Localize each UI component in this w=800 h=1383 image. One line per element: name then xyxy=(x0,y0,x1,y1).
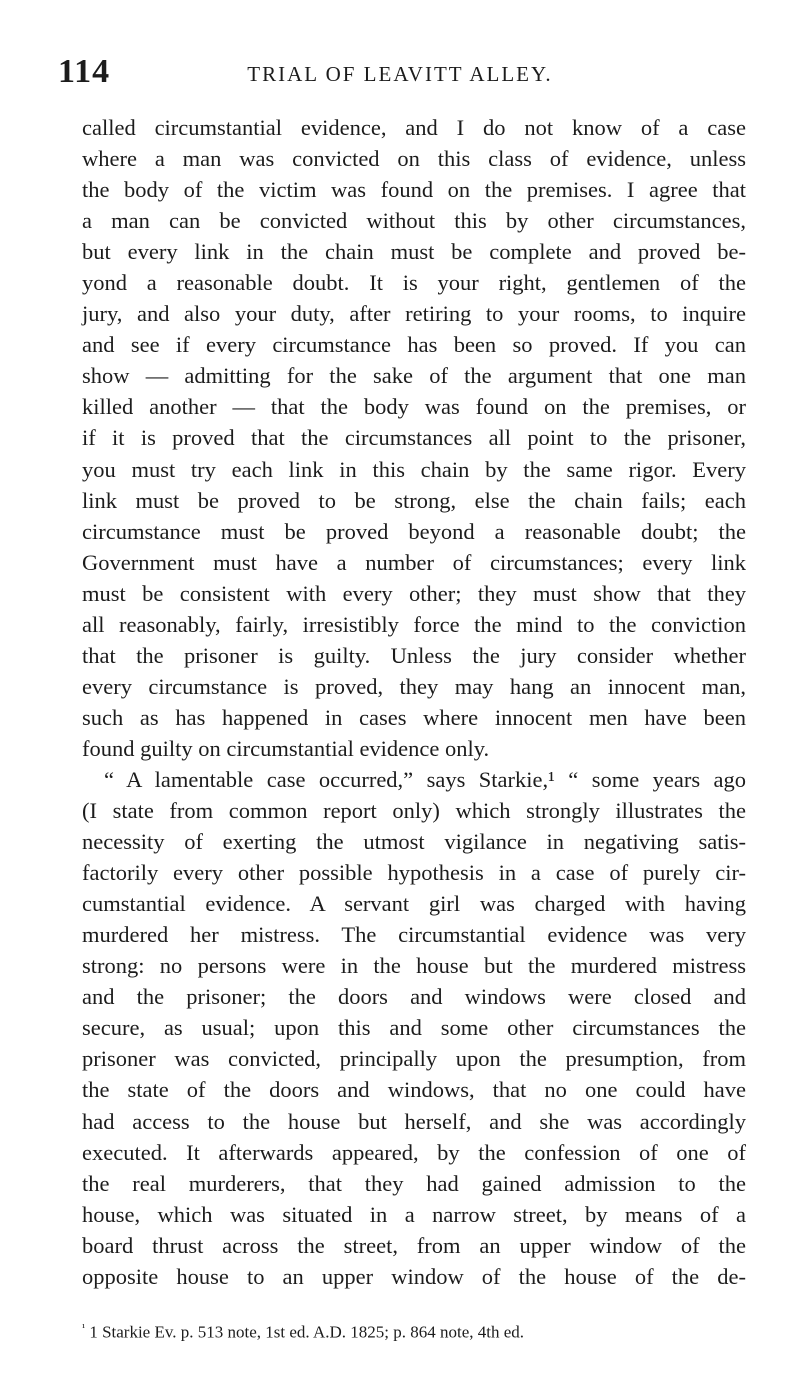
text-line: factorily every other possible hypothesis in a case of purely cir- xyxy=(82,860,746,886)
text-line: found guilty on circumstantial evidence only. xyxy=(82,735,490,761)
text-line: such as has happened in cases where innocent men have been xyxy=(82,704,746,730)
text-line: show — admitting for the sake of the argument that one man xyxy=(82,363,746,389)
text-line: the body of the victim was found on the premises. I agree that xyxy=(82,177,746,203)
text-line: jury, and also your duty, after retiring to your rooms, to inquire xyxy=(82,301,746,327)
text-line: you must try each link in this chain by the same rigor. Every xyxy=(82,456,746,482)
text-line: but every link in the chain must be complete and proved be- xyxy=(82,239,746,265)
text-line: all reasonably, fairly, irresistibly force the mind to the conviction xyxy=(82,611,746,637)
text-line: the real murderers, that they had gained admission to the xyxy=(82,1170,746,1196)
text-line: board thrust across the street, from an upper window of the xyxy=(82,1232,746,1258)
footnote-text: 1 Starkie Ev. p. 513 note, 1st ed. A.D. 1825; p. 864 note, 4th ed. xyxy=(89,1322,525,1342)
text-line: yond a reasonable doubt. It is your right, gentlemen of the xyxy=(82,270,746,296)
footnote-marker: ¹ xyxy=(82,1322,86,1334)
text-line: and the prisoner; the doors and windows were closed and xyxy=(82,984,746,1010)
page-number: 114 xyxy=(58,53,111,90)
quote-start-line: “ A lamentable case occurred,” says Starkie,¹ “ some years ago xyxy=(104,766,746,792)
text-line: a man can be convicted without this by other circumstances, xyxy=(82,208,746,234)
text-line: that the prisoner is guilty. Unless the jury consider whether xyxy=(82,642,746,668)
text-line: executed. It afterwards appeared, by the confession of one of xyxy=(82,1139,746,1165)
running-title: TRIAL OF LEAVITT ALLEY. xyxy=(247,62,553,86)
text-line: must be consistent with every other; they must show that they xyxy=(82,580,746,606)
text-line: the state of the doors and windows, that no one could have xyxy=(82,1077,746,1103)
text-line: opposite house to an upper window of the house of the de- xyxy=(82,1263,746,1289)
text-line: circumstance must be proved beyond a reasonable doubt; the xyxy=(82,518,746,544)
footnote xyxy=(82,1317,746,1344)
text-line: Government must have a number of circumstances; every link xyxy=(82,549,746,575)
text-line: called circumstantial evidence, and I do not know of a case xyxy=(82,115,746,140)
text-line: had access to the house but herself, and she was accordingly xyxy=(82,1108,746,1134)
text-line: cumstantial evidence. A servant girl was charged with having xyxy=(82,891,746,917)
text-line: necessity of exerting the utmost vigilance in negativing satis- xyxy=(82,829,746,855)
text-line: killed another — that the body was found on the premises, or xyxy=(82,394,746,420)
text-line: secure, as usual; upon this and some other circumstances the xyxy=(82,1015,746,1041)
text-line: link must be proved to be strong, else the chain fails; each xyxy=(82,487,746,513)
text-line: every circumstance is proved, they may hang an innocent man, xyxy=(82,673,746,699)
text-line: if it is proved that the circumstances all point to the prisoner, xyxy=(82,425,746,451)
body-text xyxy=(82,112,746,1292)
text-line: strong: no persons were in the house but the murdered mistress xyxy=(82,953,746,979)
text-line: and see if every circumstance has been so proved. If you can xyxy=(82,332,746,358)
text-line: (I state from common report only) which strongly illustrates the xyxy=(82,798,746,824)
text-line: where a man was convicted on this class of evidence, unless xyxy=(82,146,746,172)
text-line: house, which was situated in a narrow street, by means of a xyxy=(82,1201,746,1227)
text-line: prisoner was convicted, principally upon the presumption, from xyxy=(82,1046,746,1072)
text-line: murdered her mistress. The circumstantial evidence was very xyxy=(82,922,746,948)
